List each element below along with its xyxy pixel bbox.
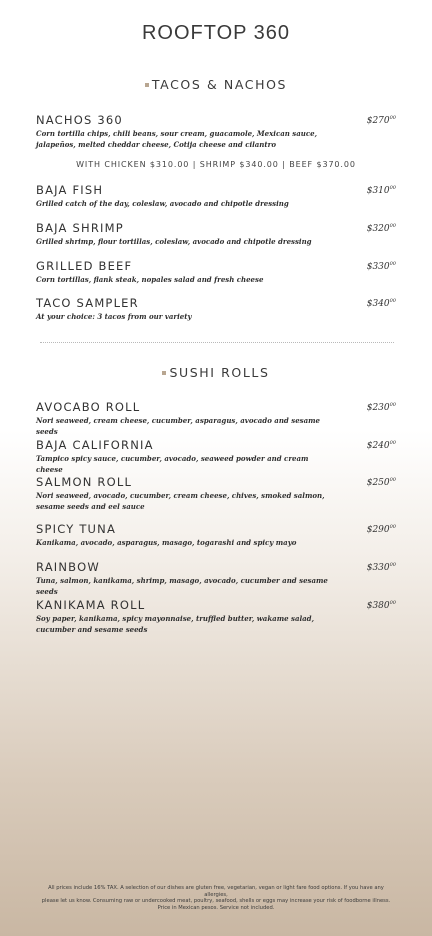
item-description: At your choice: 3 tacos from our variety <box>36 312 192 321</box>
item-price: $\$250^{00}$ <box>366 477 396 488</box>
protein-options: WITH CHICKEN $310.00 | SHRIMP $340.00 | BEEF $370.00 <box>76 160 356 169</box>
footer-disclaimer <box>40 885 392 911</box>
menu-item-salmon-roll <box>36 475 396 512</box>
section-title-tacos <box>0 77 432 92</box>
item-price: $\$230^{00}$ <box>366 402 396 413</box>
menu-item-baja-fish <box>36 183 396 209</box>
item-name: TACO SAMPLER <box>36 296 139 310</box>
item-description: Grilled shrimp, flour tortillas, coleslaw, avocado and chipotle dressing <box>36 237 312 246</box>
item-description: Tampico spicy sauce, cucumber, avocado, seaweed powder and cream cheese <box>36 454 309 474</box>
section-title-tacos-text: TACOS & NACHOS <box>151 77 288 92</box>
item-description: Corn tortilla chips, chili beans, sour cream, guacamole, Mexican sauce, jalapeños, melted cheddar cheese, Cotija cheese and cilantro <box>36 129 318 149</box>
item-price: $\$270^{00}$ <box>366 115 396 126</box>
section-title-sushi-text: SUSHI ROLLS <box>169 365 270 380</box>
item-description: Corn tortillas, flank steak, nopales salad and fresh cheese <box>36 275 264 284</box>
item-description: Soy paper, kanikama, spicy mayonnaise, truffled butter, wakame salad, cucumber and sesame seeds <box>36 614 315 634</box>
item-name: SALMON ROLL <box>36 475 133 489</box>
item-name: AVOCABO ROLL <box>36 400 141 414</box>
menu-item-avocabo-roll <box>36 400 396 437</box>
footer-line: Price in Mexican pesos. Service not included. <box>157 904 275 911</box>
bullet-square-icon <box>145 83 149 87</box>
item-name: RAINBOW <box>36 560 100 574</box>
item-description: Nori seaweed, avocado, cucumber, cream cheese, chives, smoked salmon, sesame seeds and eel sauce <box>36 491 325 511</box>
item-description: Kanikama, avocado, asparagus, masago, togarashi and spicy mayo <box>36 538 297 547</box>
item-name: BAJA FISH <box>36 183 104 197</box>
section-title-sushi <box>0 365 432 380</box>
item-name: NACHOS 360 <box>36 113 123 127</box>
item-price: $\$320^{00}$ <box>366 223 396 234</box>
menu-item-baja-california <box>36 438 396 475</box>
menu-item-rainbow <box>36 560 396 597</box>
item-price: $\$380^{00}$ <box>366 600 396 611</box>
footer-line: All prices include 16% TAX. A selection of our dishes are gluten free, vegetarian, vegan or light fare food options. If you have any allergies, <box>48 885 384 898</box>
item-description: Tuna, salmon, kanikama, shrimp, masago, avocado, cucumber and sesame seeds <box>36 576 328 596</box>
item-price: $\$330^{00}$ <box>366 562 396 573</box>
item-description: Nori seaweed, cream cheese, cucumber, asparagus, avocado and sesame seeds <box>36 416 320 436</box>
menu-item-baja-shrimp <box>36 221 396 247</box>
item-price: $\$240^{00}$ <box>366 440 396 451</box>
item-price: $\$340^{00}$ <box>366 298 396 309</box>
item-name: BAJA CALIFORNIA <box>36 438 154 452</box>
item-name: BAJA SHRIMP <box>36 221 124 235</box>
menu-item-spicy-tuna <box>36 522 396 548</box>
menu-item-grilled-beef <box>36 259 396 285</box>
menu-item-kanikama-roll <box>36 598 396 635</box>
item-price: $\$290^{00}$ <box>366 524 396 535</box>
section-divider <box>40 342 394 343</box>
bullet-square-icon <box>162 371 166 375</box>
item-price: $\$330^{00}$ <box>366 261 396 272</box>
restaurant-logo: ROOFTOP 360 <box>141 22 291 44</box>
item-name: KANIKAMA ROLL <box>36 598 146 612</box>
menu-item-nachos-360 <box>36 113 396 150</box>
menu-item-taco-sampler <box>36 296 396 322</box>
item-price: $\$310^{00}$ <box>366 185 396 196</box>
item-name: SPICY TUNA <box>36 522 117 536</box>
item-description: Grilled catch of the day, coleslaw, avocado and chipotle dressing <box>36 199 289 208</box>
item-name: GRILLED BEEF <box>36 259 133 273</box>
footer-line: please let us know. Consuming raw or undercooked meat, poultry, seafood, shells or eggs may increase your risk of foodborne illness. <box>41 898 391 905</box>
